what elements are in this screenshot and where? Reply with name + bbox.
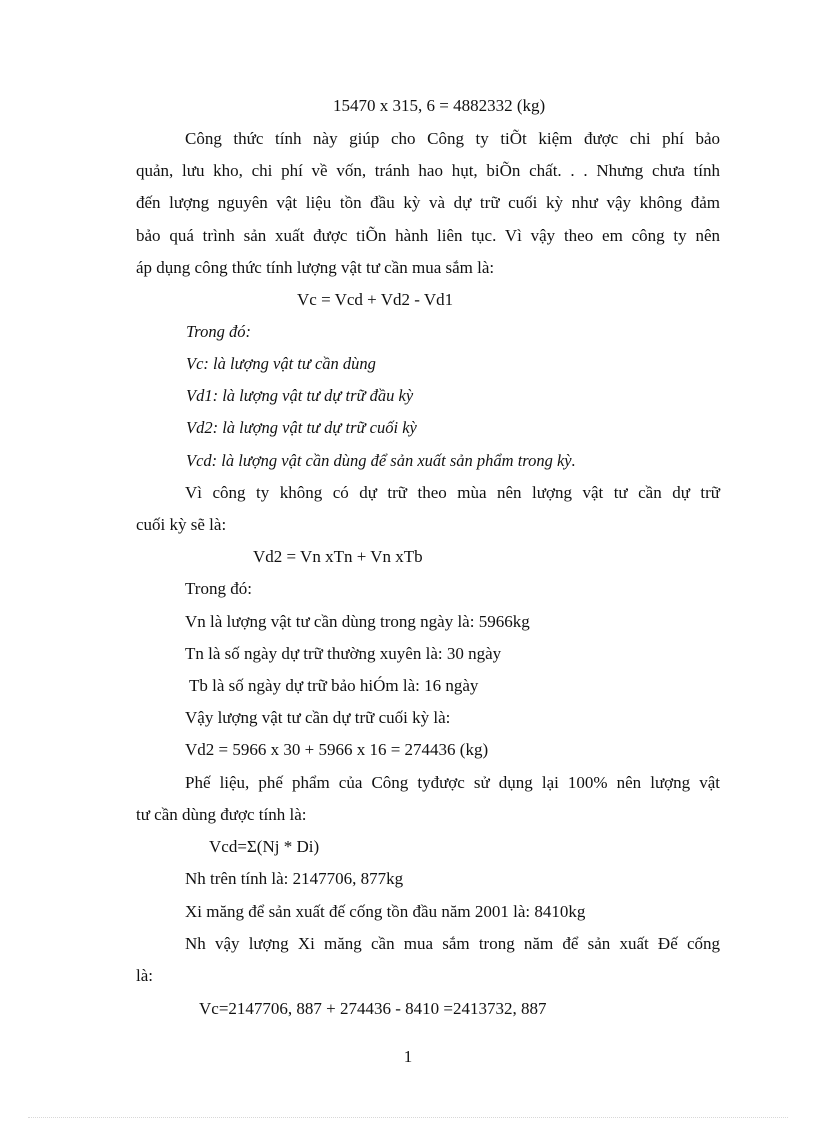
ximang-line: Xi măng để sản xuất đế cống tồn đầu năm 2001 là: 8410kg <box>185 902 586 921</box>
formula-vc: Vc = Vcd + Vd2 - Vd1 <box>297 290 454 309</box>
paragraph-1-line-1: Công thức tính này giúp cho Công ty tiÕt kiệm được chi phí bảo <box>185 129 720 148</box>
paragraph-1-line-4: bảo quá trình sản xuất được tiÕn hành liên tục. Vì vậy theo em công ty nên <box>136 226 720 245</box>
trong-do-label: Trong đó: <box>185 579 252 598</box>
formula-vd2: Vd2 = Vn xTn + Vn xTb <box>253 547 423 566</box>
paragraph-2-line-2: cuối kỳ sẽ là: <box>136 515 227 534</box>
paragraph-3-line-1: Phế liệu, phế phẩm của Công tyđược sử dụng lại 100% nên lượng vật <box>185 773 720 792</box>
vay-line: Vậy lượng vật tư cần dự trữ cuối kỳ là: <box>185 708 451 727</box>
final-formula: Vc=2147706, 887 + 274436 - 8410 =2413732, 887 <box>199 999 547 1018</box>
paragraph-2-line-1: Vì công ty không có dự trữ theo mùa nên lượng vật tư cần dự trữ <box>185 483 720 502</box>
paragraph-4-line-2: là: <box>136 966 153 985</box>
paragraph-4-line-1: Nh vậy lượng Xi măng cần mua sắm trong năm để sản xuất Đế cống <box>185 934 720 953</box>
definitions-heading: Trong đó: <box>186 322 251 341</box>
formula-top: 15470 x 315, 6 = 4882332 (kg) <box>333 96 546 115</box>
formula-vcd: Vcd=Σ(Nj * Di) <box>209 837 320 856</box>
page-bottom-rule <box>28 1117 788 1118</box>
paragraph-1-line-5: áp dụng công thức tính lượng vật tư cần mua sắm là: <box>136 258 495 277</box>
nh-line: Nh trên tính là: 2147706, 877kg <box>185 869 404 888</box>
tn-line: Tn là số ngày dự trữ thường xuyên là: 30 ngày <box>185 644 502 663</box>
tb-line: Tb là số ngày dự trữ bảo hiÓm là: 16 ngày <box>189 676 479 695</box>
page-number: 1 <box>403 1047 413 1066</box>
definition-vd2: Vd2: là lượng vật tư dự trữ cuối kỳ <box>186 418 417 437</box>
paragraph-1-line-2: quản, lưu kho, chi phí về vốn, tránh hao hụt, biÕn chất. . . Nhưng chưa tính <box>136 161 720 180</box>
vd2-calculation: Vd2 = 5966 x 30 + 5966 x 16 = 274436 (kg) <box>185 740 489 759</box>
paragraph-3-line-2: tư cần dùng được tính là: <box>136 805 307 824</box>
definition-vcd: Vcd: là lượng vật cần dùng để sản xuất sản phẩm trong kỳ. <box>186 451 576 470</box>
definition-vd1: Vd1: là lượng vật tư dự trữ đầu kỳ <box>186 386 414 405</box>
paragraph-1-line-3: đến lượng nguyên vật liệu tồn đầu kỳ và dự trữ cuối kỳ như vậy không đảm <box>136 193 720 212</box>
definition-vc: Vc: là lượng vật tư cần dùng <box>186 354 376 373</box>
vn-line: Vn là lượng vật tư cần dùng trong ngày là: 5966kg <box>185 612 530 631</box>
